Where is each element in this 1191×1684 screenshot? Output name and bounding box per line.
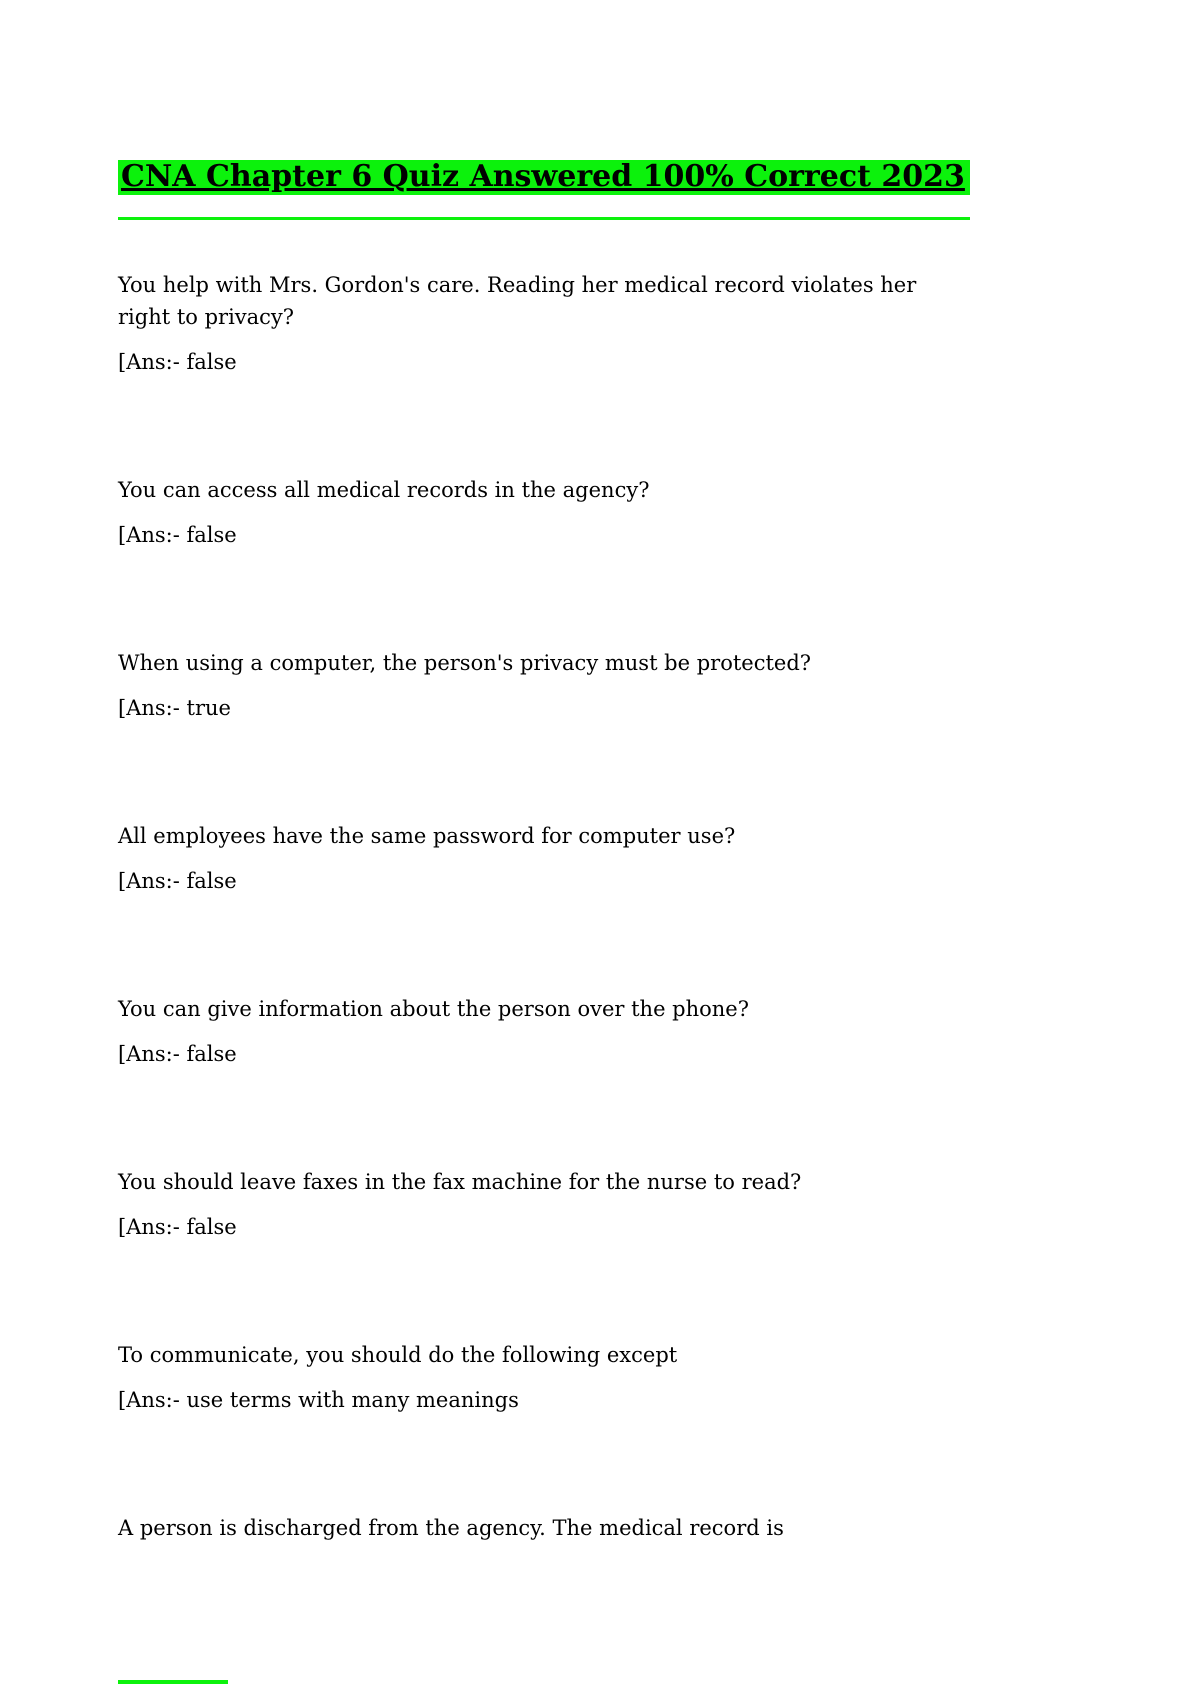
page-title: CNA Chapter 6 Quiz Answered 100% Correct 2023 <box>118 160 970 195</box>
question-text: You can give information about the person over the phone? <box>118 997 749 1022</box>
qa-block <box>118 820 1071 897</box>
answer-text: [Ans:- false <box>118 869 237 894</box>
qa-block <box>118 647 1071 724</box>
answer-text: [Ans:- false <box>118 350 237 375</box>
qa-block <box>118 1339 1071 1416</box>
title-highlight-strip <box>118 217 970 220</box>
question-text: You can access all medical records in the agency? <box>118 478 650 503</box>
question-text: A person is discharged from the agency. The medical record is <box>118 1516 784 1541</box>
qa-block <box>118 993 1071 1070</box>
cutoff-highlight-strip <box>118 1680 228 1684</box>
qa-block <box>118 1512 1071 1544</box>
answer-text: [Ans:- false <box>118 523 237 548</box>
question-text: When using a computer, the person's privacy must be protected? <box>118 651 812 676</box>
question-text: To communicate, you should do the following except <box>118 1343 678 1368</box>
answer-text: [Ans:- false <box>118 1042 237 1067</box>
title-block <box>118 140 970 220</box>
answer-text: [Ans:- false <box>118 1215 237 1240</box>
answer-text: [Ans:- use terms with many meanings <box>118 1388 519 1413</box>
question-text: You help with Mrs. Gordon's care. Reading her medical record violates her right to privacy? <box>118 273 917 330</box>
question-text: All employees have the same password for computer use? <box>118 824 736 849</box>
qa-block <box>118 1166 1071 1243</box>
question-text: You should leave faxes in the fax machine for the nurse to read? <box>118 1170 802 1195</box>
answer-text: [Ans:- true <box>118 696 231 721</box>
qa-block <box>118 269 1071 378</box>
qa-block <box>118 474 1071 551</box>
